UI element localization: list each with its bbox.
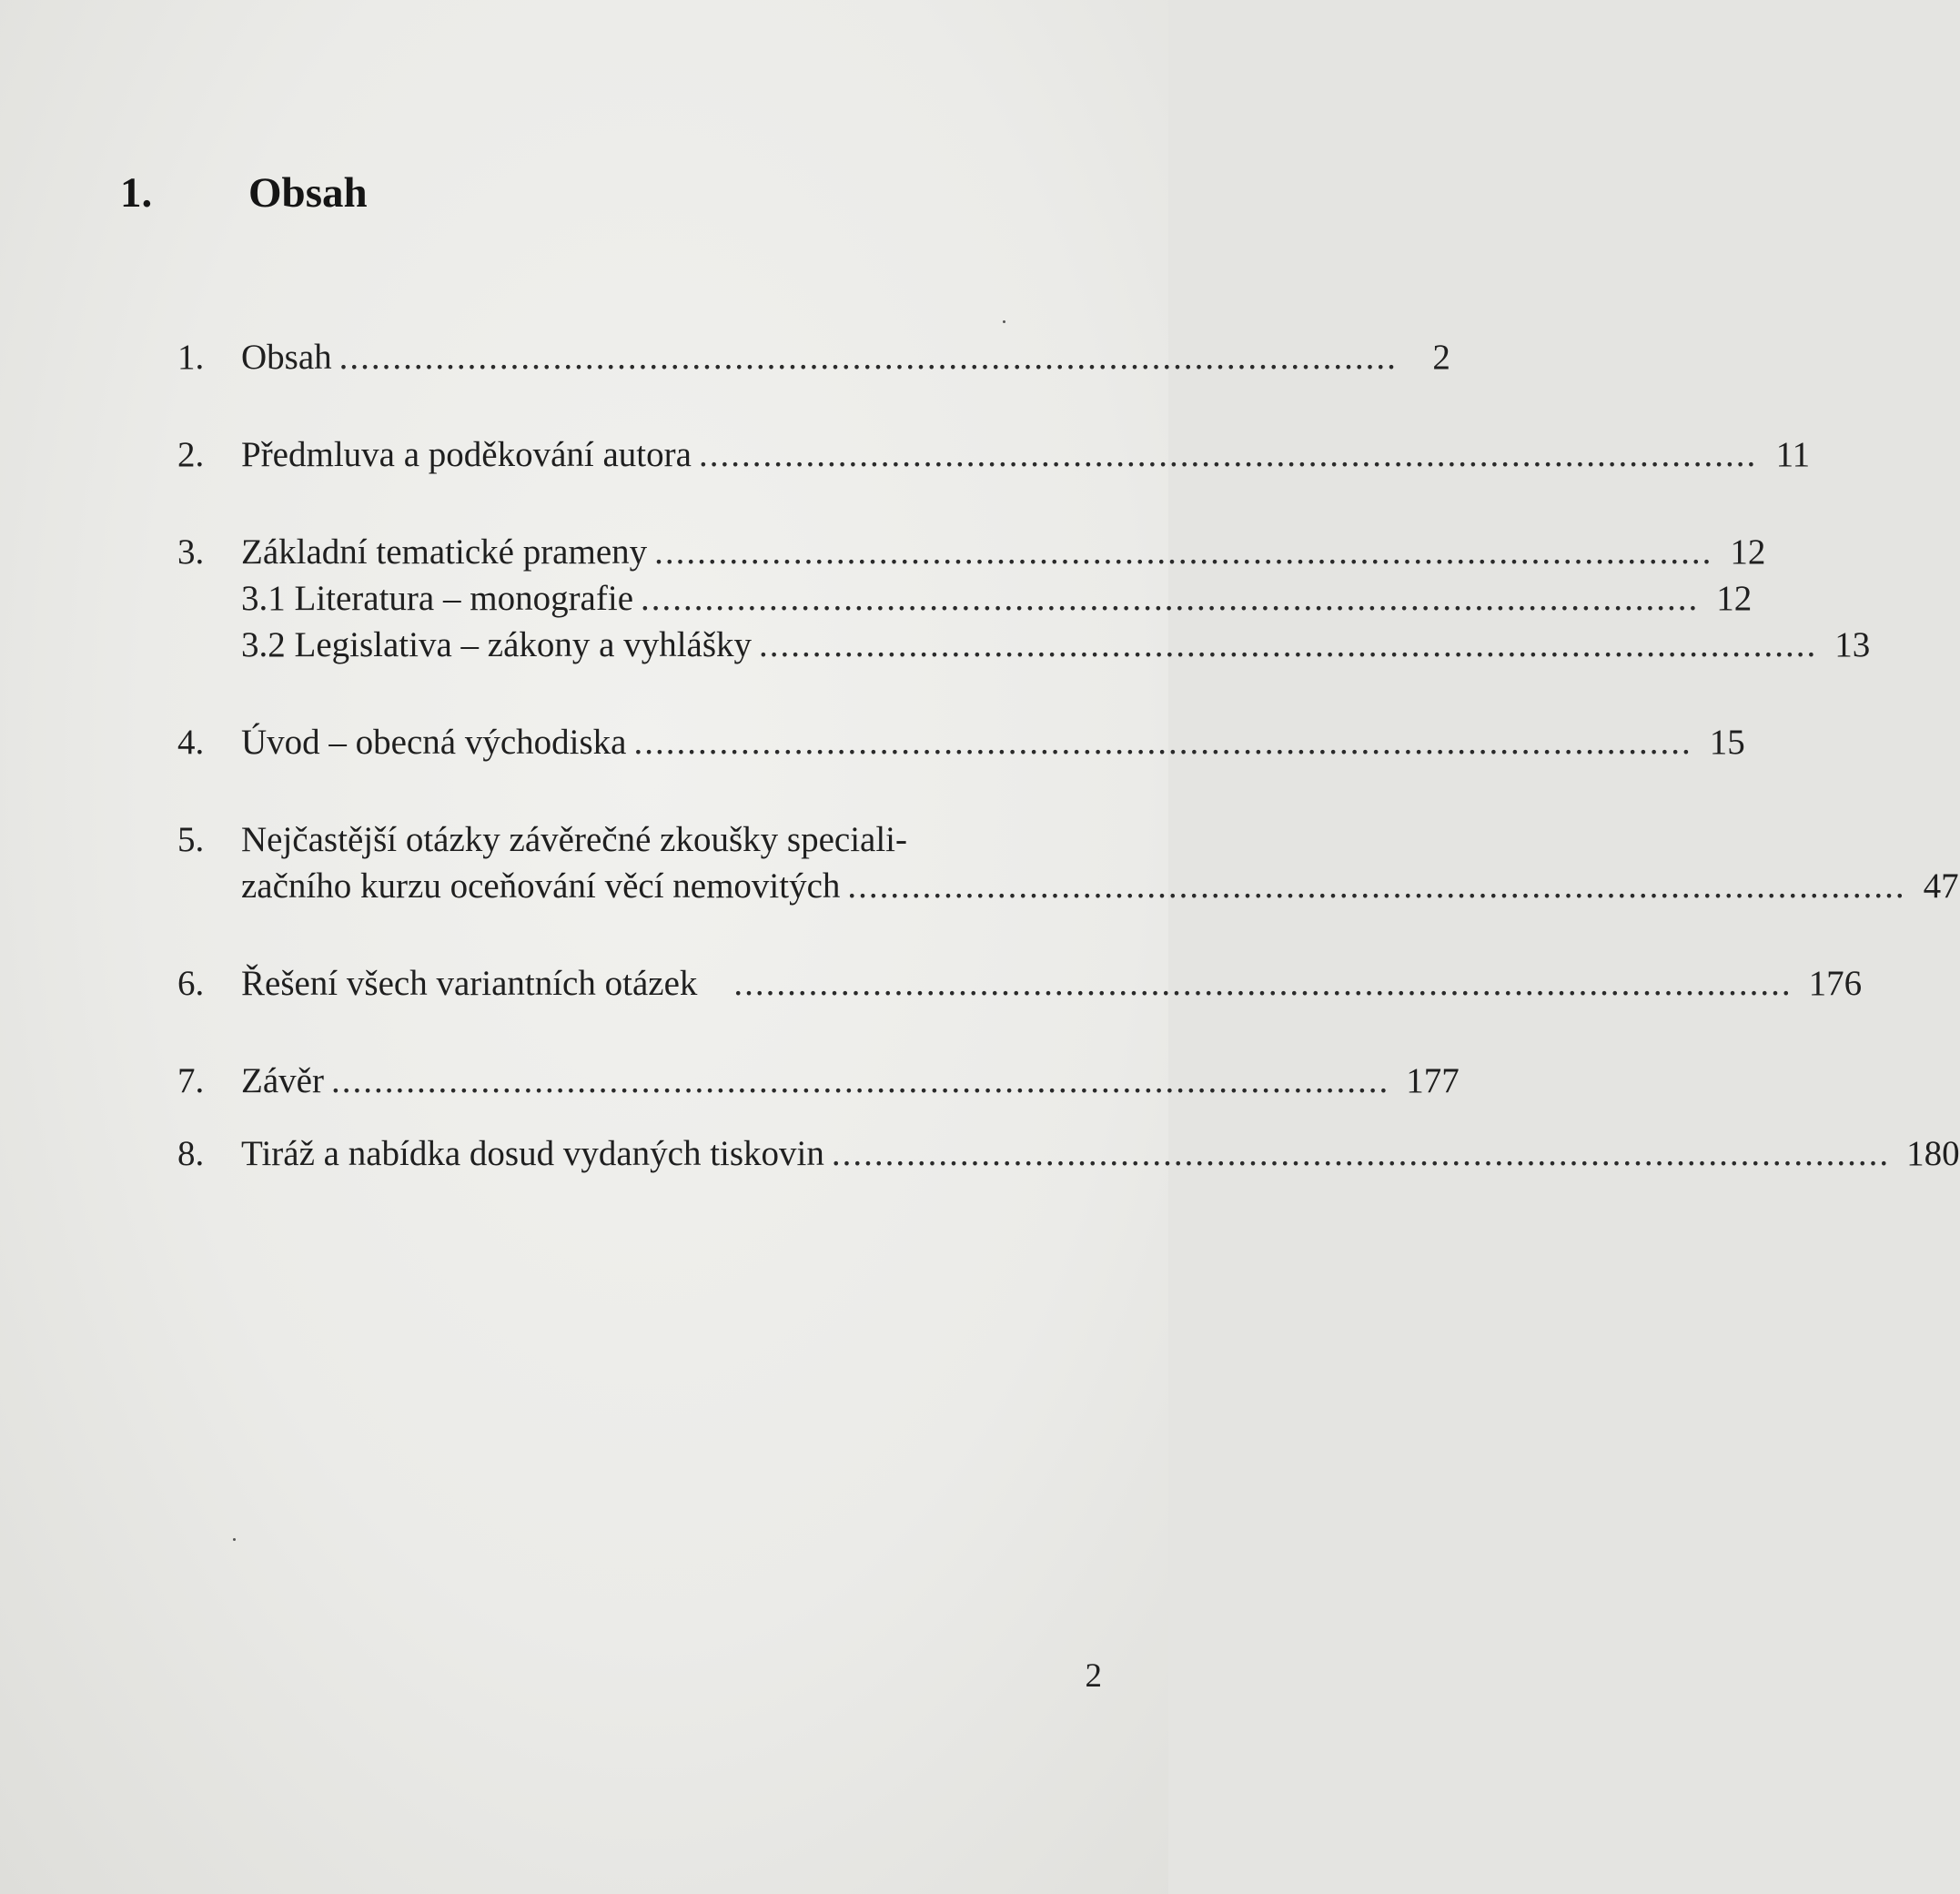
leader-dots: ................................................................................................... [641, 579, 1700, 618]
leader-dots: ................................................................................................... [759, 625, 1818, 664]
leader-dots: ................................................................................................... [633, 723, 1692, 762]
leader-dots: ................................................................................................... [733, 964, 1793, 1003]
leader-dots: ................................................................................................... [847, 866, 1906, 906]
toc-entry-page: 13 [1834, 625, 1871, 664]
heading-number: 1. [120, 169, 153, 217]
leader-dots: ................................................................................................... [338, 338, 1398, 377]
toc-entry-number: 5. [177, 820, 205, 859]
toc-entry-title-continued: začního kurzu oceňování věcí nemovitých [241, 866, 841, 906]
toc-entry-number: 7. [177, 1061, 205, 1100]
toc-entry [177, 960, 1863, 1007]
leader-dots: ................................................................................................... [654, 532, 1713, 572]
toc-entry-page: 2 [1432, 338, 1450, 377]
heading-title: Obsah [248, 169, 368, 217]
toc-entry-number: 8. [177, 1134, 205, 1173]
toc-entry-page: 11 [1775, 435, 1811, 474]
toc-entry-title: 3.1 Literatura – monografie [241, 579, 633, 618]
toc-entry-number: 4. [177, 723, 205, 762]
toc-entry [177, 334, 1450, 380]
toc-entry-title: Řešení všech variantních otázek [241, 964, 698, 1003]
toc-entry-title: Úvod – obecná východiska [241, 723, 627, 762]
toc-entry-page: 12 [1716, 579, 1753, 618]
toc-entry [177, 719, 1745, 765]
toc-subentry [177, 575, 1753, 622]
toc-entry-continuation [177, 863, 1959, 909]
toc-entry-page: 180 [1906, 1134, 1960, 1173]
toc-entry-number: 3. [177, 532, 205, 572]
toc-entry-title: Závěr [241, 1061, 324, 1100]
toc-entry [177, 1130, 1960, 1177]
toc-entry-title: Základní tematické prameny [241, 532, 648, 572]
toc-entry [177, 816, 1101, 863]
toc-entry-title: Předmluva a poděkování autora [241, 435, 692, 474]
toc-entry-page: 15 [1709, 723, 1745, 762]
page-heading [120, 168, 368, 218]
dust-speck [233, 1538, 236, 1541]
toc-entry [177, 529, 1766, 575]
toc-entry-page: 47 [1923, 866, 1959, 906]
toc-entry-title: 3.2 Legislativa – zákony a vyhlášky [241, 625, 753, 664]
toc-entry-title: Tiráž a nabídka dosud vydaných tiskovin [241, 1134, 824, 1173]
dust-speck [1003, 320, 1005, 323]
toc-entry [177, 431, 1811, 478]
toc-entry-number: 1. [177, 338, 205, 377]
toc-entry-title: Nejčastější otázky závěrečné zkoušky speciali- [241, 820, 907, 859]
leader-dots: ................................................................................................... [831, 1134, 1891, 1173]
leader-dots: ................................................................................................... [330, 1061, 1390, 1100]
toc-entry-title: Obsah [241, 338, 332, 377]
toc-entry [177, 1058, 1460, 1104]
toc-entry-page: 12 [1730, 532, 1766, 572]
page-number: 2 [1085, 1657, 1102, 1695]
leader-dots: ................................................................................................... [698, 435, 1758, 474]
toc-entry-page: 177 [1406, 1061, 1460, 1100]
toc-entry-number: 6. [177, 964, 205, 1003]
table-of-contents [177, 334, 1960, 1177]
toc-entry-page: 176 [1808, 964, 1863, 1003]
toc-subentry [177, 622, 1871, 668]
toc-entry-number: 2. [177, 435, 205, 474]
